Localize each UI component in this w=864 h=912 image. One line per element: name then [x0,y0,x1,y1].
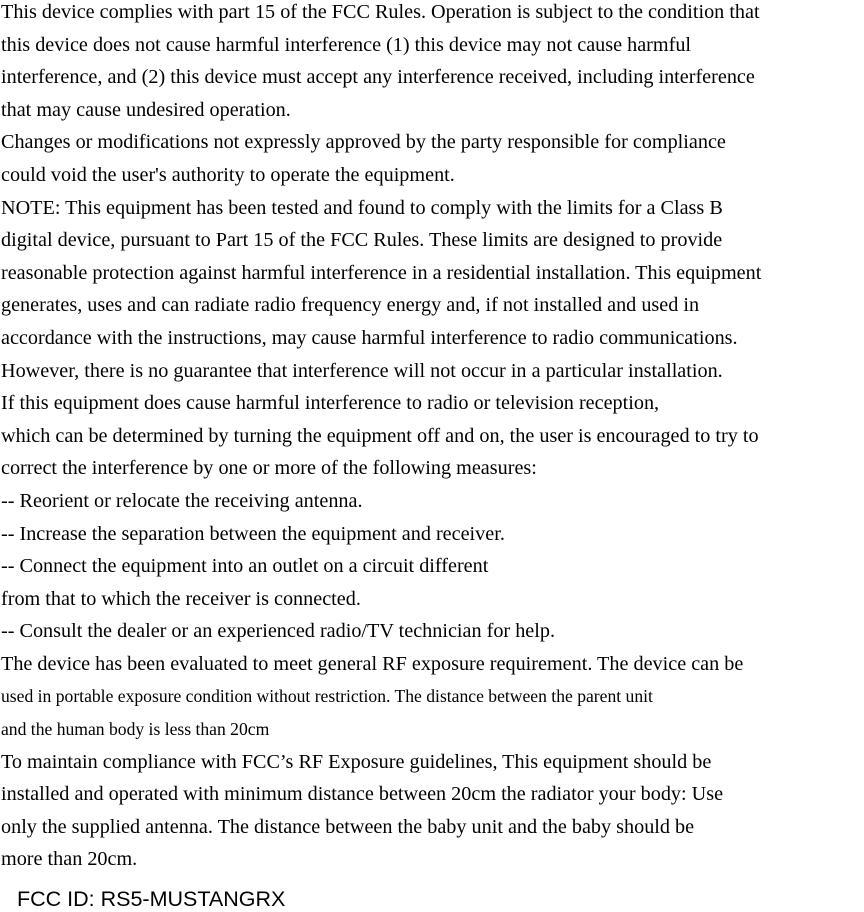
rf-exposure-line: To maintain compliance with FCC’s RF Exposure guidelines, This equipment should be [1,750,712,773]
statement-line: reasonable protection against harmful interference in a residential installation. This equipment [1,261,762,284]
statement-line: interference, and (2) this device must accept any interference received, including interference [1,66,755,89]
statement-line: could void the user's authority to operate the equipment. [1,163,455,186]
rf-exposure-line: used in portable exposure condition without restriction. The distance between the parent unit [1,686,653,707]
statement-line: digital device, pursuant to Part 15 of the FCC Rules. These limits are designed to provide [1,229,723,252]
statement-line: However, there is no guarantee that interference will not occur in a particular installation. [1,359,723,382]
statement-line: accordance with the instructions, may cause harmful interference to radio communications. [1,326,738,349]
statement-line: If this equipment does cause harmful interference to radio or television reception, [1,392,660,415]
statement-line: this device does not cause harmful interference (1) this device may not cause harmful [1,33,692,56]
statement-line: which can be determined by turning the equipment off and on, the user is encouraged to try to [1,424,759,447]
statement-line: generates, uses and can radiate radio frequency energy and, if not installed and used in [1,294,700,317]
measure-line: -- Connect the equipment into an outlet on a circuit different [1,555,489,578]
rf-exposure-line: The device has been evaluated to meet general RF exposure requirement. The device can be [1,652,744,675]
measure-line: -- Increase the separation between the equipment and receiver. [1,522,505,545]
fcc-statement [1,0,863,880]
statement-line: that may cause undesired operation. [1,98,291,121]
rf-exposure-line: and the human body is less than 20cm [1,719,270,740]
statement-line: NOTE: This equipment has been tested and found to comply with the limits for a Class B [1,196,723,219]
fcc-id-label: FCC ID: RS5-MUSTANGRX [17,887,286,911]
statement-line: This device complies with part 15 of the FCC Rules. Operation is subject to the condition that [1,1,760,23]
statement-line: Changes or modifications not expressly approved by the party responsible for compliance [1,131,726,154]
rf-exposure-line: more than 20cm. [1,848,138,871]
rf-exposure-line: only the supplied antenna. The distance between the baby unit and the baby should be [1,815,695,838]
rf-exposure-line: installed and operated with minimum distance between 20cm the radiator your body: Use [1,783,724,806]
statement-line: correct the interference by one or more of the following measures: [1,457,537,480]
measure-line: -- Reorient or relocate the receiving antenna. [1,489,363,512]
measure-line: -- Consult the dealer or an experienced radio/TV technician for help. [1,620,556,643]
measure-line: from that to which the receiver is connected. [1,587,361,610]
